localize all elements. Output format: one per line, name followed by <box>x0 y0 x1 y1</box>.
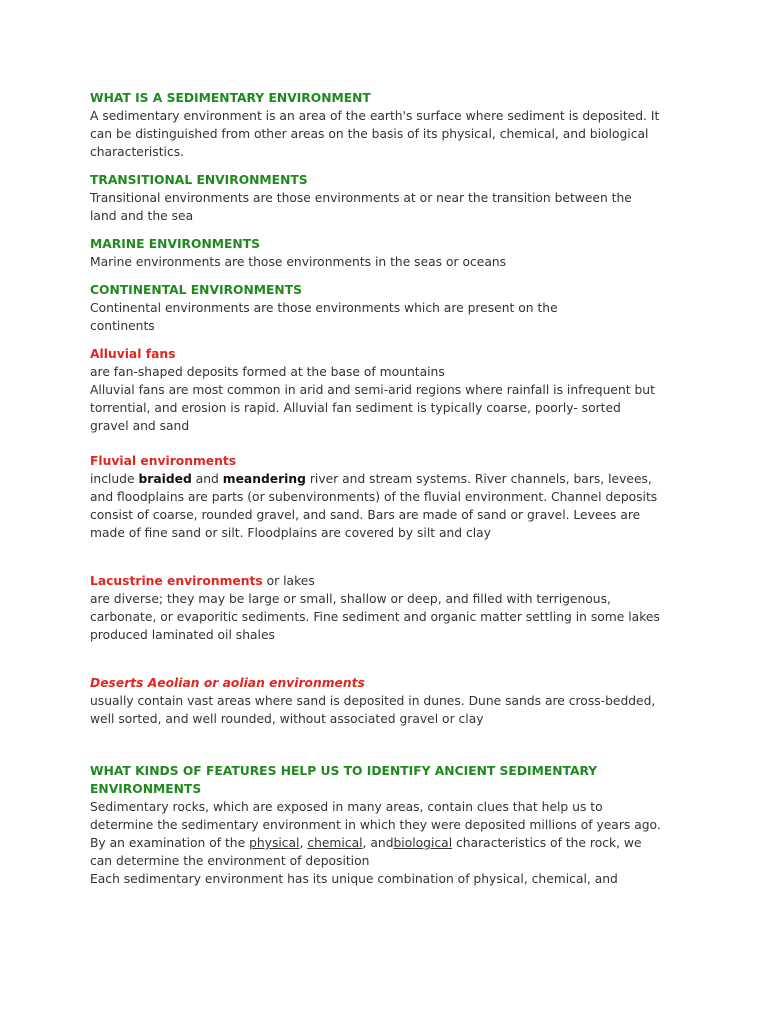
paragraph-line: continents <box>90 319 155 333</box>
section-heading: Fluvial environments <box>90 454 237 468</box>
paragraph-line: are fan-shaped deposits formed at the base of mountains <box>90 365 445 379</box>
section-deserts <box>90 674 690 728</box>
link-physical[interactable]: physical <box>249 836 300 850</box>
section-heading: Alluvial fans <box>90 347 176 361</box>
text-run: , <box>299 836 308 850</box>
paragraph-line: Transitional environments are those environments at or near the transition between the <box>90 191 632 205</box>
text-run: , and <box>362 836 394 850</box>
section-lacustrine <box>90 572 690 644</box>
section-heading: WHAT IS A SEDIMENTARY ENVIRONMENT <box>90 91 371 105</box>
section-transitional <box>90 171 690 225</box>
paragraph-line: are diverse; they may be large or small, shallow or deep, and filled with terrigenous, <box>90 592 611 606</box>
section-heading: Lacustrine environments <box>90 574 263 588</box>
section-what-is <box>90 89 690 161</box>
paragraph-line: determine the sedimentary environment in which they were deposited millions of years ago. <box>90 818 661 832</box>
paragraph-line: A sedimentary environment is an area of the earth's surface where sediment is deposited. It <box>90 109 660 123</box>
paragraph-line: Continental environments are those environments which are present on the <box>90 301 558 315</box>
section-continental <box>90 281 690 335</box>
paragraph-line: and floodplains are parts (or subenvironments) of the fluvial environment. Channel deposits <box>90 490 658 504</box>
term-meandering: meandering <box>222 472 306 486</box>
paragraph-line: characteristics. <box>90 145 185 159</box>
text-run: characteristics of the rock, we <box>452 836 642 850</box>
section-heading: TRANSITIONAL ENVIRONMENTS <box>90 173 308 187</box>
paragraph-line: Marine environments are those environments in the seas or oceans <box>90 255 507 269</box>
text-run: river and stream systems. River channels, bars, levees, <box>305 472 652 486</box>
document-page <box>90 89 690 888</box>
heading-suffix: or lakes <box>262 574 315 588</box>
paragraph-line: usually contain vast areas where sand is deposited in dunes. Dune sands are cross-bedded, <box>90 694 656 708</box>
link-biological[interactable]: biological <box>393 836 453 850</box>
section-heading: Deserts Aeolian or aolian environments <box>90 676 365 690</box>
paragraph-line: gravel and sand <box>90 419 190 433</box>
paragraph-line: produced laminated oil shales <box>90 628 275 642</box>
paragraph-line: Sedimentary rocks, which are exposed in many areas, contain clues that help us to <box>90 800 603 814</box>
paragraph-line: well sorted, and well rounded, without associated gravel or clay <box>90 712 484 726</box>
paragraph-line: can be distinguished from other areas on the basis of its physical, chemical, and biological <box>90 127 649 141</box>
paragraph-line: carbonate, or evaporitic sediments. Fine sediment and organic matter settling in some lakes <box>90 610 660 624</box>
paragraph-line <box>90 470 690 488</box>
link-chemical[interactable]: chemical <box>307 836 363 850</box>
paragraph-line: Each sedimentary environment has its unique combination of physical, chemical, and <box>90 872 618 886</box>
section-heading: WHAT KINDS OF FEATURES HELP US TO IDENTIFY ANCIENT SEDIMENTARY <box>90 764 598 778</box>
paragraph-line: Alluvial fans are most common in arid and semi-arid regions where rainfall is infrequent but <box>90 383 655 397</box>
text-run: By an examination of the <box>90 836 250 850</box>
text-run: include <box>90 472 139 486</box>
term-braided: braided <box>138 472 192 486</box>
paragraph-line: torrential, and erosion is rapid. Alluvial fan sediment is typically coarse, poorly- sorted <box>90 401 621 415</box>
section-heading-line <box>90 572 690 590</box>
paragraph-line: made of fine sand or silt. Floodplains are covered by silt and clay <box>90 526 491 540</box>
paragraph-line <box>90 834 690 852</box>
text-run: and <box>191 472 223 486</box>
section-features <box>90 762 690 888</box>
section-marine <box>90 235 690 271</box>
paragraph-line: land and the sea <box>90 209 194 223</box>
paragraph-line: can determine the environment of deposition <box>90 854 370 868</box>
paragraph-line: consist of coarse, rounded gravel, and sand. Bars are made of sand or gravel. Levees are <box>90 508 641 522</box>
section-heading: CONTINENTAL ENVIRONMENTS <box>90 283 302 297</box>
section-heading-continued: ENVIRONMENTS <box>90 782 202 796</box>
section-fluvial <box>90 452 690 542</box>
section-alluvial-fans <box>90 345 690 435</box>
section-heading: MARINE ENVIRONMENTS <box>90 237 260 251</box>
